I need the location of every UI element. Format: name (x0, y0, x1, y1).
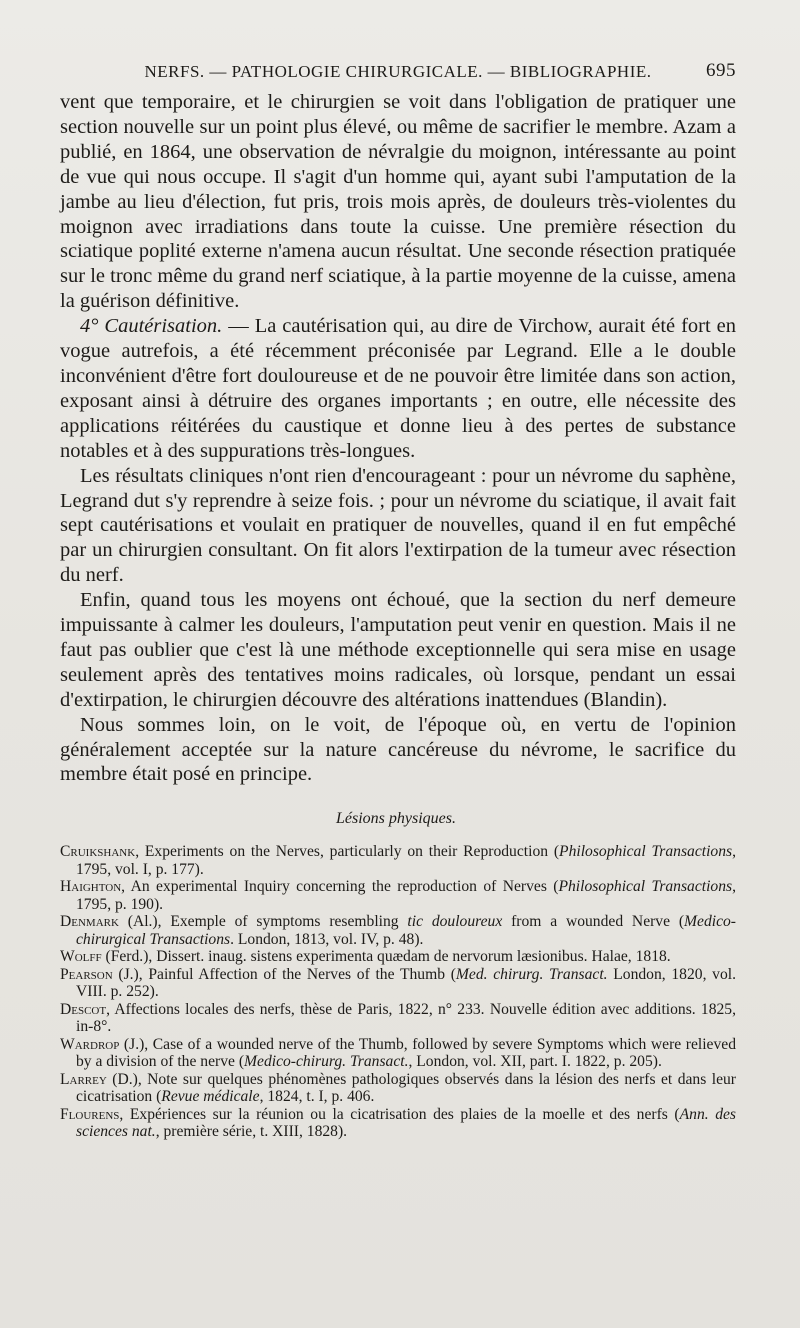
bibliography (60, 843, 736, 1141)
paragraph-4: Enfin, quand tous les moyens ont échoué, que la section du nerf demeure impuissante à calmer les douleurs, l'amputation peut venir en question. Mais il ne faut pas oublier que c'est là une méthode exceptionnelle qui sera mise en usage seulement après des tentatives moins radicales, où lorsque, pendant un essai d'extirpation, le chirurgien découvre des altérations inattendues (Blandin). (60, 589, 736, 711)
header-title: NERFS. — PATHOLOGIE CHIRURGICALE. — BIBLIOGRAPHIE. (144, 62, 652, 81)
running-header (60, 60, 736, 86)
bib-entry: Wolff (Ferd.), Dissert. inaug. sistens experimenta quædam de nervorum læsionibus. Halae, 1818. (60, 948, 671, 966)
bib-entry: Cruikshank, Experiments on the Nerves, particularly on their Reproduction (Philosophical Transactions, 1795, vol. I, p. 177). (60, 843, 736, 878)
cauterisation-heading: 4° Cautérisation. (80, 315, 223, 338)
paragraph-1: vent que temporaire, et le chirurgien se voit dans l'obligation de pratiquer une section nouvelle sur un point plus élevé, ou même de sacrifier le membre. Azam a publié, en 1864, une observation de névralgie du moignon, intéressante au point de vue qui nous occupe. Il s'agit d'un homme qui, ayant subi l'amputation de la jambe au lieu d'élection, fut pris, trois mois après, de douleurs très-violentes du moignon avec irradiations dans toute la cuisse. Une première résection du sciatique poplité externe n'amena aucun résultat. Une seconde résection pratiquée sur le tronc même du grand nerf sciatique, à la partie moyenne de la cuisse, amena la guérison définitive. (60, 91, 736, 313)
paragraph-5: Nous sommes loin, on le voit, de l'époque où, en vertu de l'opinion généralement acceptée sur la nature cancéreuse du névrome, le sacrifice du membre était posé en principe. (60, 713, 736, 786)
bib-entry: Denmark (Al.), Exemple of symptoms resembling tic douloureux from a wounded Nerve (Medico-chirurgical Transactions. London, 1813, vol. IV, p. 48). (60, 913, 736, 948)
bib-entry: Pearson (J.), Painful Affection of the Nerves of the Thumb (Med. chirurg. Transact. London, 1820, vol. VIII. p. 252). (60, 965, 737, 1001)
paragraph-cauterisation (60, 314, 736, 463)
bib-entry: Larrey (D.), Note sur quelques phénomènes pathologiques observés dans la lésion des nerfs et dans leur cicatrisation (Revue médicale, 1824, t. I, p. 406. (60, 1070, 736, 1106)
bib-entry: Wardrop (J.), Case of a wounded nerve of the Thumb, followed by severe Symptoms which were relieved by a division of the nerve (Medico-chirurg. Transact., London, vol. XII, part. I. 1822, p. 205). (60, 1035, 736, 1071)
section-title: Lésions physiques. (336, 810, 456, 828)
bib-entry: Descot, Affections locales des nerfs, thèse de Paris, 1822, n° 233. Nouvelle édition avec additions. 1825, in-8°. (60, 1000, 736, 1036)
page-body (60, 90, 736, 1141)
cauterisation-text: — La cautérisation qui, au dire de Virchow, aurait été fort en vogue autrefois, a été récemment préconisée par Legrand. Elle a le double inconvénient d'être fort douloureuse et de ne pouvoir être limitée dans son action, exposant ainsi à détruire des organes importants ; en outre, elle nécessite des applications réitérées du caustique et donne lieu à des pertes de substance notables et à des suppurations très-longues. (60, 315, 736, 462)
bib-entry: Haighton, An experimental Inquiry concerning the reproduction of Nerves (Philosophical Transactions, 1795, p. 190). (60, 878, 736, 913)
page-number: 695 (706, 60, 736, 81)
paragraph-3: Les résultats cliniques n'ont rien d'encourageant : pour un névrome du saphène, Legrand dut s'y reprendre à seize fois. ; pour un névrome du sciatique, il avait fait sept cautérisations et voulait en pratiquer de nouvelles, quand il en fut empêché par un chirurgien consultant. On fit alors l'extirpation de la tumeur avec résection du nerf. (60, 464, 736, 587)
bib-entry: Flourens, Expériences sur la réunion ou la cicatrisation des plaies de la moelle et des nerfs (Ann. des sciences nat., première série, t. XIII, 1828). (60, 1105, 737, 1141)
